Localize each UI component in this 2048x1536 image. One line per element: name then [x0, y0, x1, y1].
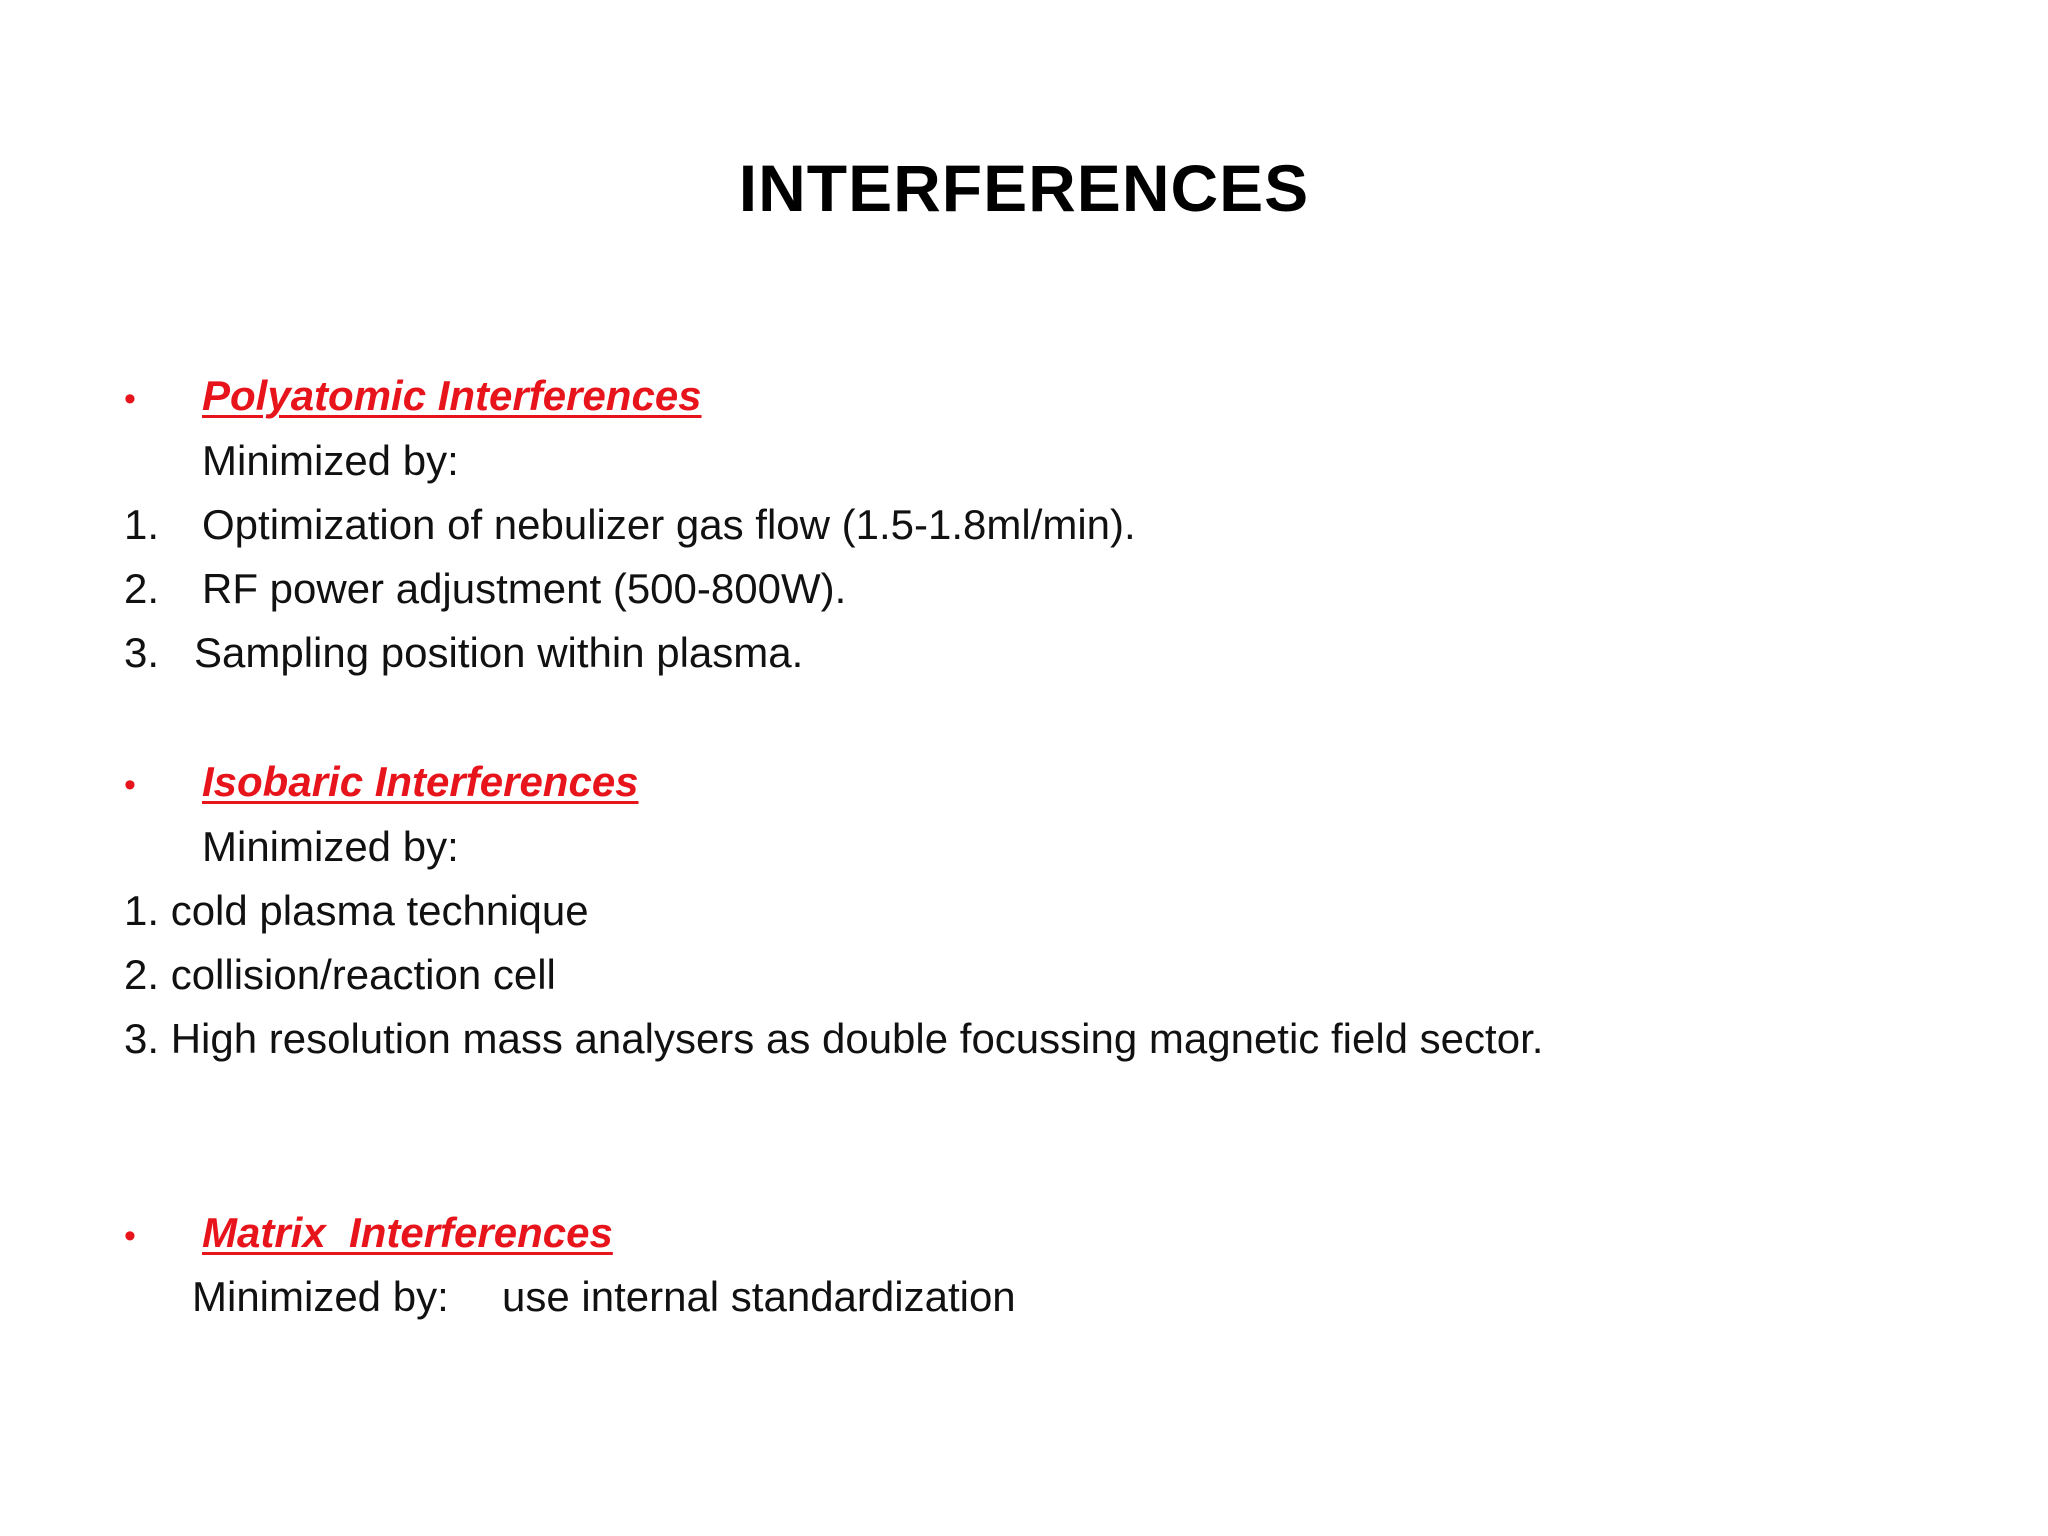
bullet-icon: •	[124, 380, 136, 418]
list-item: Sampling position within plasma.	[194, 629, 804, 676]
list-item: 1. cold plasma technique	[124, 887, 589, 934]
section-detail: use internal standardization	[502, 1273, 1016, 1320]
section-heading-matrix: Matrix Interferences	[202, 1209, 613, 1256]
list-item: Optimization of nebulizer gas flow (1.5-1.8ml/min).	[202, 501, 1136, 548]
bullet-icon: •	[124, 766, 136, 804]
section-intro: Minimized by:	[202, 437, 459, 484]
list-item: 2. collision/reaction cell	[124, 951, 556, 998]
list-item: RF power adjustment (500-800W).	[202, 565, 847, 612]
section-intro: Minimized by:	[202, 823, 459, 870]
section-heading-isobaric: Isobaric Interferences	[202, 758, 639, 805]
list-item-number: 2.	[124, 565, 160, 612]
section-heading-polyatomic: Polyatomic Interferences	[202, 372, 702, 419]
section-intro: Minimized by:	[192, 1273, 449, 1320]
list-item: 3. High resolution mass analysers as double focussing magnetic field sector.	[124, 1015, 1544, 1062]
list-item-number: 3.	[124, 629, 160, 676]
bullet-icon: •	[124, 1217, 136, 1255]
slide-title: INTERFERENCES	[738, 151, 1310, 225]
list-item-number: 1.	[124, 501, 160, 548]
